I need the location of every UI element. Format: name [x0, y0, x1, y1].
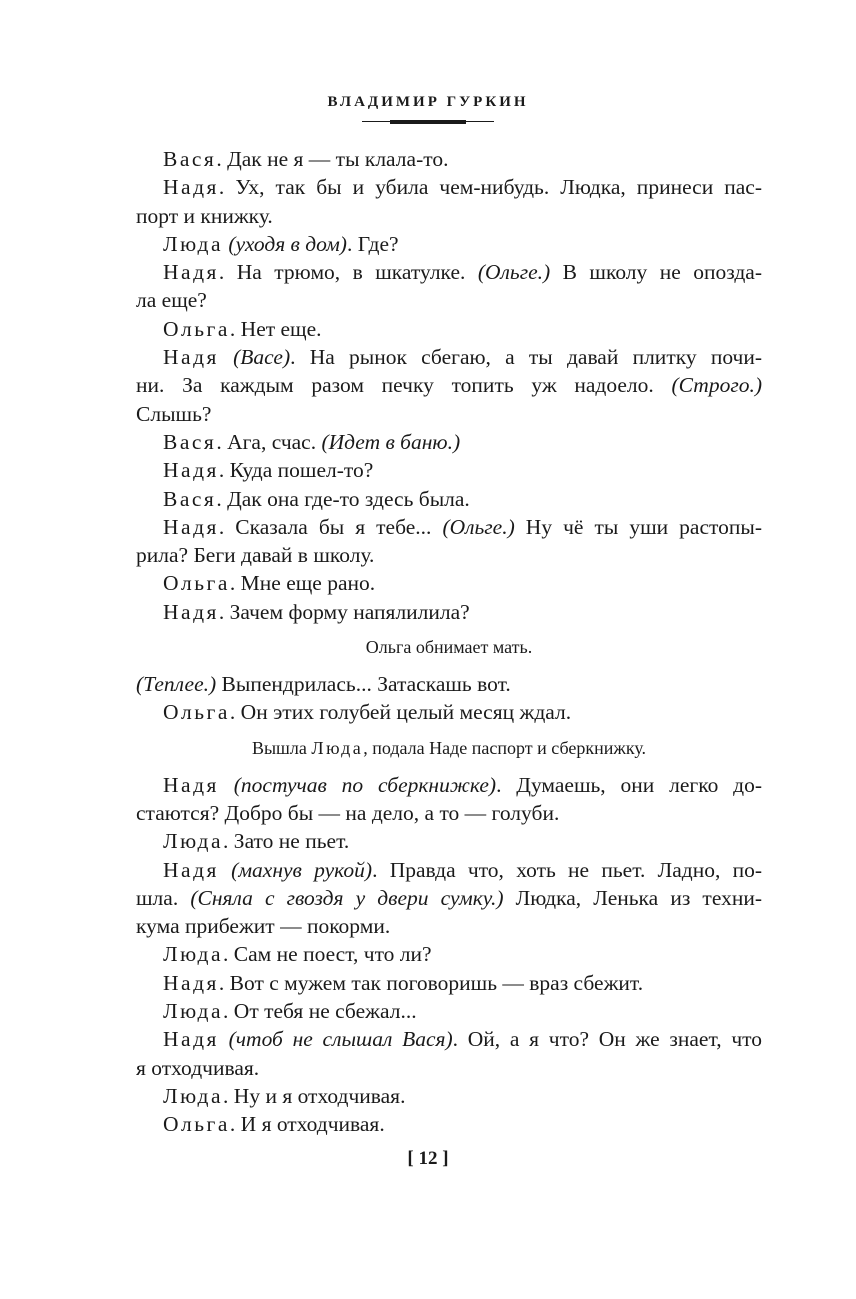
line-text: . Сказала бы я тебе... — [218, 514, 443, 539]
speaker-name: Надя — [163, 1027, 219, 1052]
text-line — [136, 698, 762, 726]
line-text: порт и книжку. — [136, 203, 273, 228]
speaker-name: Люда — [163, 829, 224, 854]
stage-remark: (Сняла с гвоздя у двери сумку.) — [190, 885, 504, 910]
line-text: . Сам не поест, что ли? — [223, 942, 432, 967]
dialogue-paragraph — [136, 513, 762, 570]
text-line — [136, 827, 762, 855]
stage-direction — [136, 736, 762, 760]
text-line — [136, 400, 762, 428]
speaker-name: Вася — [163, 429, 217, 454]
text-line — [136, 1110, 762, 1138]
line-text: . И я отходчивая. — [229, 1112, 385, 1137]
stage-remark: (постучав по сберкнижке) — [233, 772, 497, 797]
line-text: стаются? Добро бы — на дело, а то — голуби. — [136, 800, 560, 825]
speaker-name: Люда — [163, 999, 224, 1024]
text-line — [136, 428, 762, 456]
line-text — [219, 345, 233, 369]
text-line — [136, 202, 762, 230]
dialogue-paragraph — [136, 1110, 762, 1138]
author-name: ВЛАДИМИР ГУРКИН — [327, 94, 529, 110]
text-line — [136, 145, 762, 173]
text-line — [136, 456, 762, 484]
line-text: . Вот с мужем так поговоришь — враз сбежит. — [218, 970, 644, 995]
text-line — [136, 969, 762, 997]
line-text: ла еще? — [136, 288, 207, 313]
dialogue-paragraph — [136, 969, 762, 997]
text-line — [136, 736, 762, 760]
speaker-name: Вася — [163, 486, 217, 511]
line-text: . От тебя не сбежал... — [223, 999, 417, 1024]
stage-remark: (Идет в баню.) — [321, 429, 461, 454]
text-line — [136, 884, 762, 912]
line-text: . Куда пошел-то? — [218, 458, 374, 483]
line-text: . Думаешь, они легко до- — [496, 772, 763, 797]
dialogue-paragraph — [136, 343, 762, 428]
text-line — [136, 513, 762, 541]
line-text: . Ой, а я что? Он же знает, что — [452, 1027, 762, 1052]
line-text: . Дак не я — ты клала-то. — [216, 147, 449, 171]
line-text: , подала Наде паспорт и сберкнижку. — [363, 737, 647, 758]
stage-remark: (Ольге.) — [477, 260, 551, 285]
line-text: . Правда что, хоть не пьет. Ладно, по- — [372, 857, 763, 882]
line-text: . Ух, так бы и убила чем-нибудь. Людка, принеси пас- — [218, 175, 762, 200]
text-line — [136, 569, 762, 597]
text-line — [136, 1025, 762, 1053]
speaker-name: Надя — [163, 857, 219, 882]
line-text: ни. За каждым разом печку топить уж надоело. — [136, 373, 672, 398]
speaker-name: Надя — [163, 458, 219, 483]
text-line — [136, 940, 762, 968]
dialogue-paragraph — [136, 485, 762, 513]
line-text: . На трюмо, в шкатулке. — [218, 260, 478, 285]
dialogue-paragraph — [136, 827, 762, 855]
dialogue-paragraph — [136, 173, 762, 230]
line-text: Выпендрилась... Затаскашь вот. — [216, 672, 511, 697]
text-line — [136, 799, 762, 827]
dialogue-paragraph — [136, 145, 762, 173]
page-number: [ 12 ] — [407, 1148, 449, 1169]
dialogue-paragraph — [136, 598, 762, 626]
text-line — [136, 635, 762, 659]
text-line — [136, 258, 762, 286]
text-line — [136, 286, 762, 314]
dialogue-paragraph — [136, 771, 762, 828]
text-line — [136, 670, 762, 698]
line-text: . Зато не пьет. — [223, 829, 350, 854]
play-text — [136, 145, 762, 1139]
speaker-name: Ольга — [163, 700, 230, 725]
text-line — [136, 771, 762, 799]
stage-remark: (чтоб не слышал Вася) — [228, 1027, 453, 1052]
dialogue-paragraph — [136, 670, 762, 698]
speaker-name: Ольга — [163, 316, 230, 341]
line-text: шла. — [136, 885, 191, 910]
line-text: . Мне еще рано. — [229, 571, 376, 596]
line-text: Вышла — [251, 737, 312, 758]
stage-remark: (уходя в дом) — [228, 231, 347, 256]
stage-remark: (махнув рукой) — [231, 857, 373, 882]
dialogue-paragraph — [136, 315, 762, 343]
line-text: . Где? — [346, 231, 399, 256]
dialogue-paragraph — [136, 1082, 762, 1110]
text-line — [136, 997, 762, 1025]
dialogue-paragraph — [136, 940, 762, 968]
speaker-name: Люда — [311, 737, 364, 758]
speaker-name: Надя — [163, 970, 219, 995]
text-line — [136, 343, 762, 371]
speaker-name: Ольга — [163, 1112, 230, 1137]
speaker-name: Люда — [163, 942, 224, 967]
text-line — [136, 541, 762, 569]
line-text: Слышь? — [136, 401, 212, 426]
line-text: Людка, Ленька из техни- — [503, 885, 762, 910]
line-text: Ну чё ты уши растопы- — [514, 514, 762, 539]
text-line — [136, 856, 762, 884]
text-line — [136, 371, 762, 399]
text-line — [136, 912, 762, 940]
stage-remark: (Васе) — [233, 345, 291, 370]
text-line — [136, 1082, 762, 1110]
line-text: рила? Беги давай в школу. — [136, 543, 375, 568]
speaker-name: Надя — [163, 772, 219, 797]
text-line — [136, 230, 762, 258]
speaker-name: Люда — [163, 231, 224, 256]
stage-remark: (Теплее.) — [136, 672, 217, 697]
header-divider — [362, 121, 494, 122]
speaker-name: Вася — [163, 147, 217, 171]
speaker-name: Надя — [163, 260, 219, 285]
text-line — [136, 598, 762, 626]
text-line — [136, 1054, 762, 1082]
stage-remark: (Ольге.) — [442, 514, 515, 539]
line-text: . Нет еще. — [229, 316, 322, 341]
text-line — [136, 315, 762, 343]
speaker-name: Ольга — [163, 571, 230, 596]
speaker-name: Надя — [163, 175, 219, 200]
dialogue-paragraph — [136, 856, 762, 941]
line-text — [219, 858, 231, 882]
line-text: . Зачем форму напялилила? — [218, 599, 470, 624]
running-header — [0, 94, 856, 122]
dialogue-paragraph — [136, 1025, 762, 1082]
text-line — [136, 485, 762, 513]
dialogue-paragraph — [136, 456, 762, 484]
speaker-name: Надя — [163, 599, 219, 624]
line-text: Ольга обнимает мать. — [365, 637, 533, 658]
line-text: . На рынок сбегаю, а ты давай плитку почи- — [290, 345, 762, 370]
dialogue-paragraph — [136, 698, 762, 726]
stage-direction — [136, 635, 762, 659]
line-text — [219, 773, 234, 797]
speaker-name: Люда — [163, 1083, 224, 1108]
line-text: . Дак она где-то здесь была. — [216, 486, 470, 511]
line-text: кума прибежит — покорми. — [136, 914, 391, 939]
line-text: . Ну и я отходчивая. — [223, 1083, 406, 1108]
dialogue-paragraph — [136, 569, 762, 597]
dialogue-paragraph — [136, 428, 762, 456]
dialogue-paragraph — [136, 258, 762, 315]
line-text: я отходчивая. — [136, 1055, 260, 1080]
text-line — [136, 173, 762, 201]
stage-remark: (Строго.) — [671, 373, 762, 398]
dialogue-paragraph — [136, 230, 762, 258]
speaker-name: Надя — [163, 514, 219, 539]
line-text — [219, 1027, 229, 1051]
line-text: . Ага, счас. — [216, 429, 322, 454]
line-text: . Он этих голубей целый месяц ждал. — [229, 700, 572, 725]
dialogue-paragraph — [136, 997, 762, 1025]
speaker-name: Надя — [163, 345, 219, 370]
line-text: В школу не опозда- — [550, 260, 763, 285]
